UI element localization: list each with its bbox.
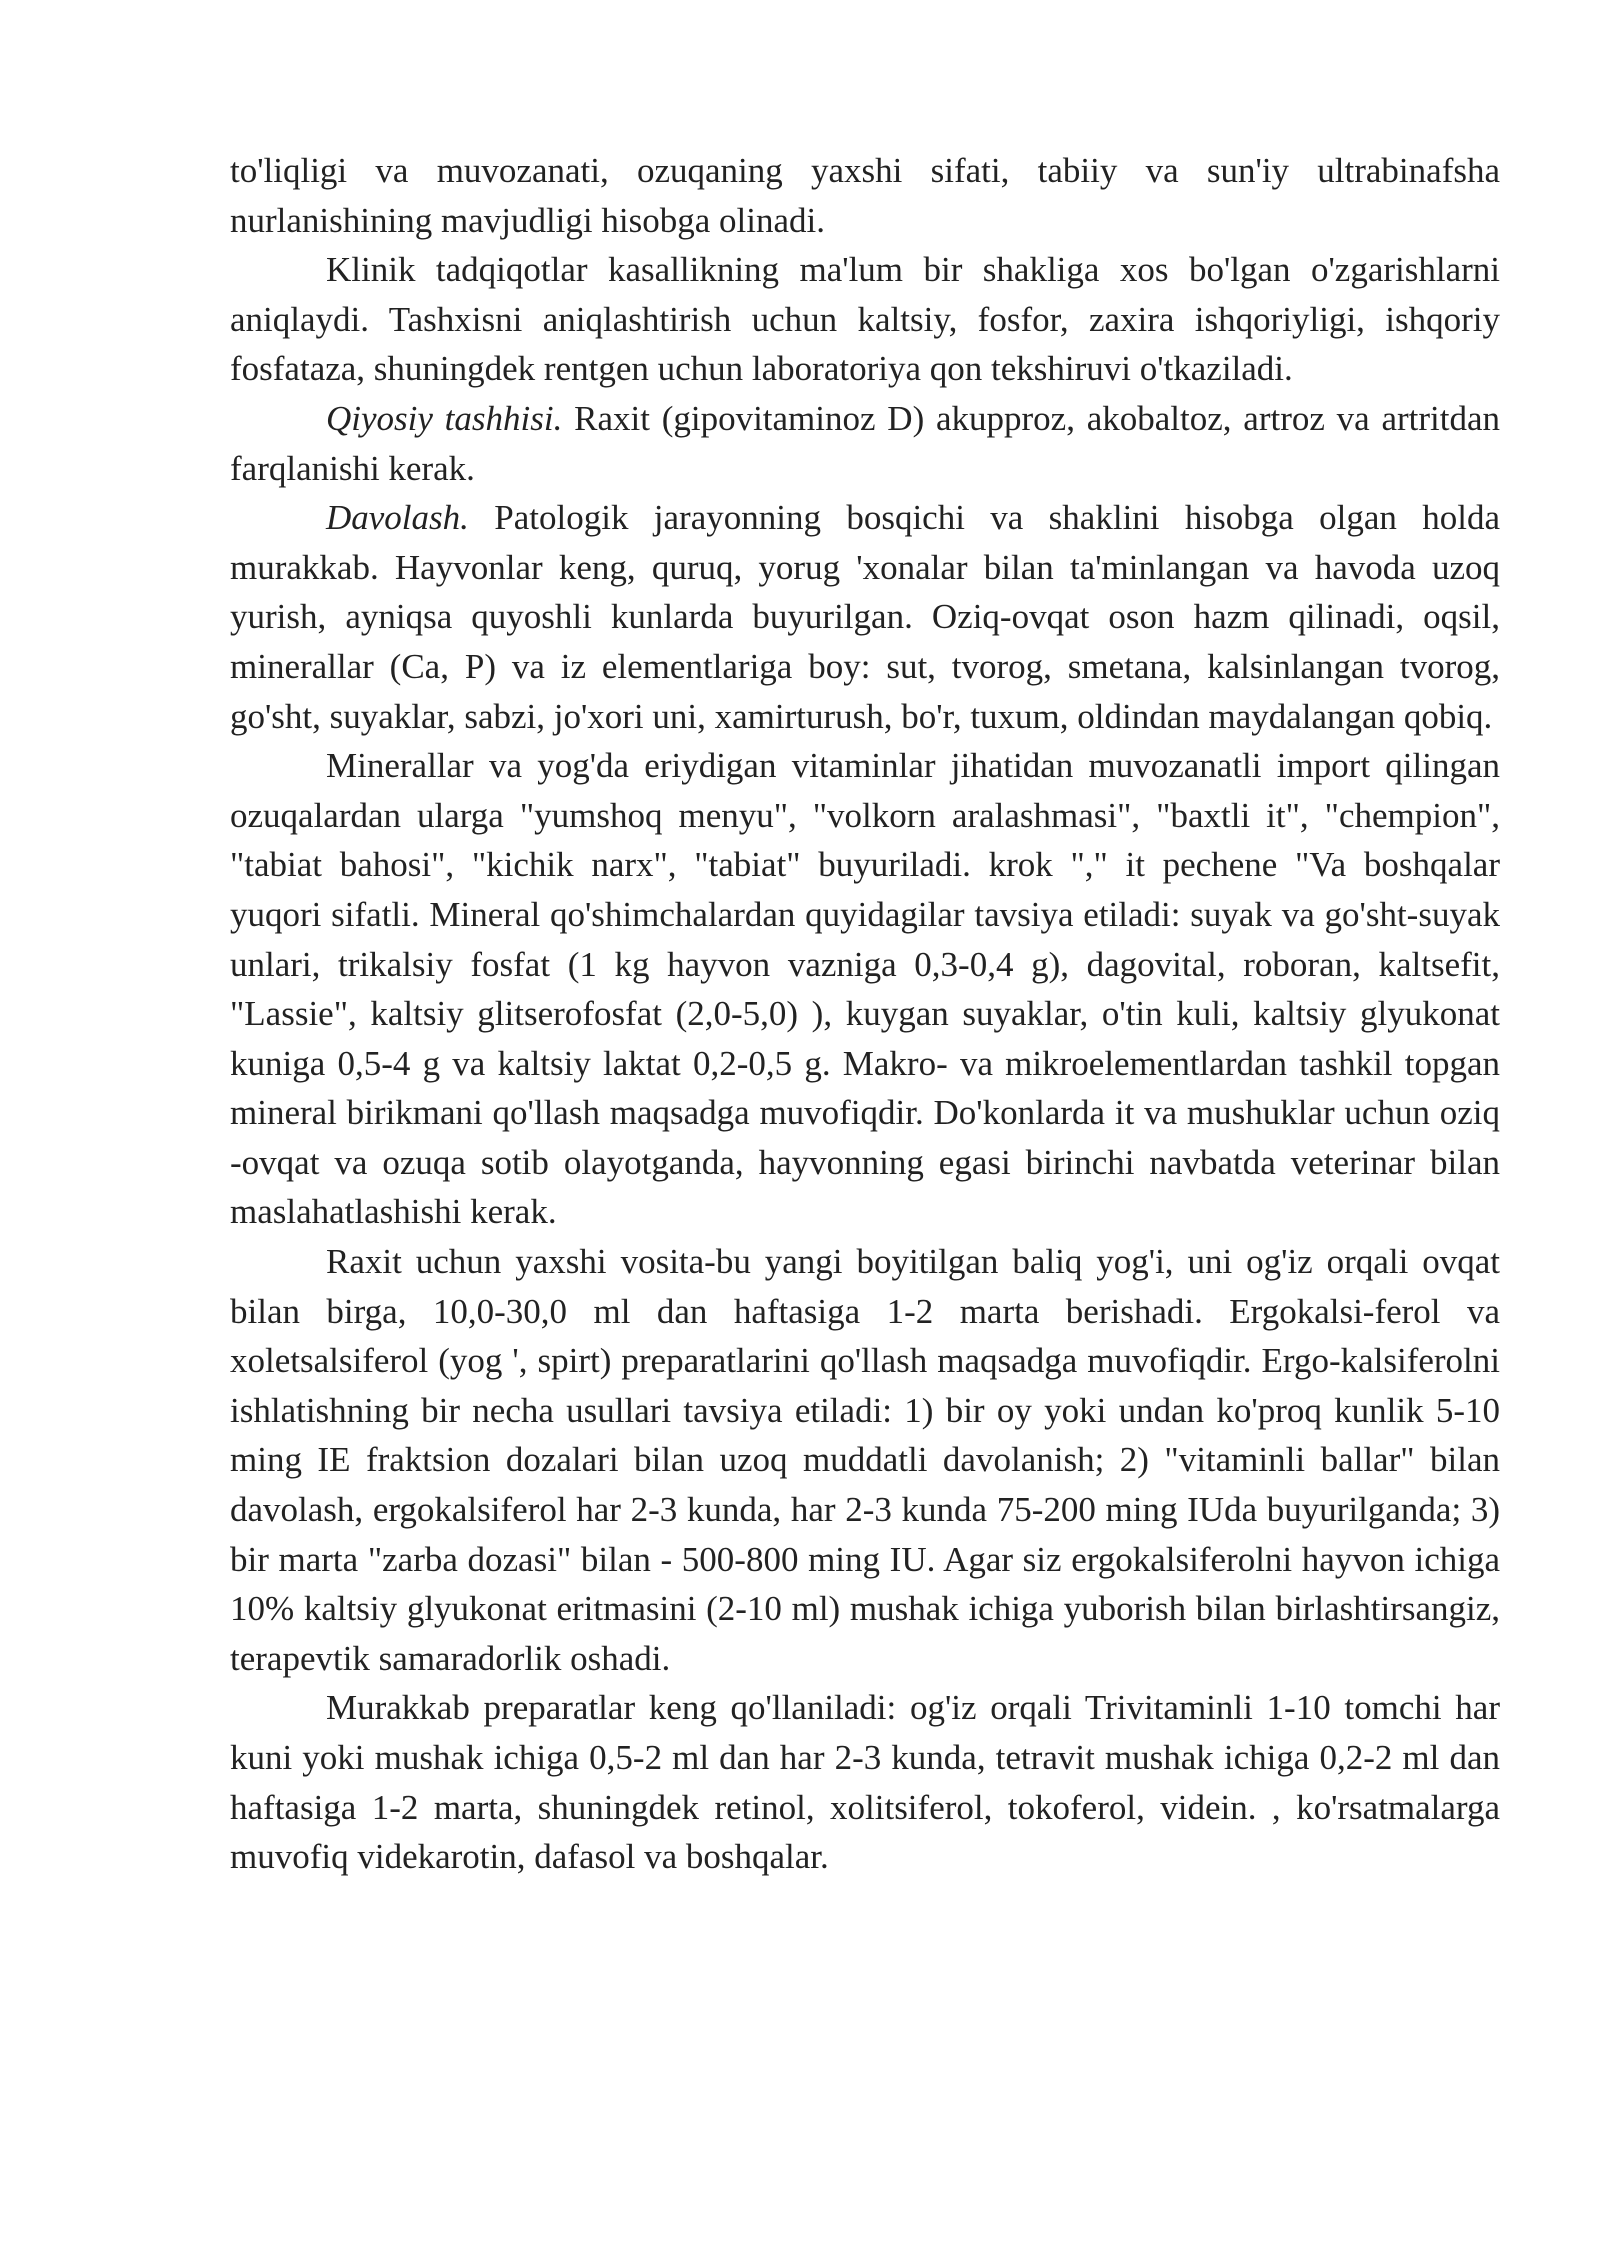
paragraph-1-text: to'liqligi va muvozanati, ozuqaning yaxshi sifati, tabiiy va sun'iy ultrabinafsha nurlanishining mavjudligi hisobga olinadi.: [230, 151, 1500, 240]
paragraph-6: [230, 1237, 1500, 1683]
paragraph-1: [230, 146, 1500, 245]
paragraph-3-text: Raxit (gipovitaminoz D) akupproz, akobaltoz, artroz va artritdan farqlanishi kerak.: [230, 398, 1500, 488]
paragraph-5: [230, 741, 1500, 1237]
paragraph-2-text: Klinik tadqiqotlar kasallikning ma'lum bir shakliga xos bo'lgan o'zgarishlarni aniqlaydi. Tashxisni aniqlashtirish uchun kaltsiy, fosfor, zaxira ishqoriyligi, ishqoriy fosfataza, shuningdek rentgen uchun laboratoriya qon tekshiruvi o'tkaziladi.: [230, 250, 1500, 389]
paragraph-6-text: Raxit uchun yaxshi vosita-bu yangi boyitilgan baliq yog'i, uni og'iz orqali ovqat bilan birga, 10,0-30,0 ml dan haftasiga 1-2 marta berishadi. Ergokalsi-ferol va xoletsalsiferol (yog ', spirt) preparatlarini qo'llash maqsadga muvofiqdir. Ergo-kalsiferolni ishlatishning bir necha usullari tavsiya etiladi: 1) bir oy yoki undan ko'proq kunlik 5-10 ming IE fraktsion dozalari bilan uzoq muddatli davolanish; 2) "vitaminli ballar" bilan davolash, ergokalsiferol har 2-3 kunda, har 2-3 kunda 75-200 ming IUda buyurilganda; 3) bir marta "zarba dozasi" bilan - 500-800 ming IU. Agar siz ergokalsiferolni hayvon ichiga 10% kaltsiy glyukonat eritmasini (2-10 ml) mushak ichiga yuborish bilan birlashtirsangiz, terapevtik samaradorlik oshadi.: [230, 1242, 1500, 1678]
paragraph-7-text: Murakkab preparatlar keng qo'llaniladi: og'iz orqali Trivitaminli 1-10 tomchi har kuni yoki mushak ichiga 0,5-2 ml dan har 2-3 kunda, tetravit mushak ichiga 0,2-2 ml dan haftasiga 1-2 marta, shuningdek retinol, xolitsiferol, tokoferol, videin. , ko'rsatmalarga muvofiq videkarotin, dafasol va boshqalar.: [230, 1688, 1500, 1877]
paragraph-treatment: [230, 493, 1500, 741]
paragraph-2: [230, 245, 1500, 394]
document-page: [230, 146, 1500, 1882]
paragraph-5-text: Minerallar va yog'da eriydigan vitaminlar jihatidan muvozanatli import qilingan ozuqalardan ularga "yumshoq menyu", "volkorn aralashmasi", "baxtli it", "chempion", "tabiat bahosi", "kichik narx", "tabiat" buyuriladi. krok "," it pechene "Va boshqalar yuqori sifatli. Mineral qo'shimchalardan quyidagilar tavsiya etiladi: suyak va go'sht-suyak unlari, trikalsiy fosfat (1 kg hayvon vazniga 0,3-0,4 g), dagovital, roboran, kaltsefit, "Lassie", kaltsiy glitserofosfat (2,0-5,0) ), kuygan suyaklar, o'tin kuli, kaltsiy glyukonat kuniga 0,5-4 g va kaltsiy laktat 0,2-0,5 g. Makro- va mikroelementlardan tashkil topgan mineral birikmani qo'llash maqsadga muvofiqdir. Do'konlarda it va mushuklar uchun oziq -ovqat va ozuqa sotib olayotganda, hayvonning egasi birinchi navbatda veterinar bilan maslahatlashishi kerak.: [230, 746, 1500, 1232]
treatment-heading: Davolash.: [326, 498, 469, 538]
paragraph-4-text: Patologik jarayonning bosqichi va shaklini hisobga olgan holda murakkab. Hayvonlar keng, quruq, yorug 'xonalar bilan ta'minlangan va havoda uzoq yurish, ayniqsa quyoshli kunlarda buyurilgan. Oziq-ovqat oson hazm qilinadi, oqsil, minerallar (Ca, P) va iz elementlariga boy: sut, tvorog, smetana, kalsinlangan tvorog, go'sht, suyaklar, sabzi, jo'xori uni, xamirturush, bo'r, tuxum, oldindan maydalangan qobiq.: [230, 498, 1500, 736]
paragraph-7: [230, 1683, 1500, 1881]
differential-diagnosis-heading: Qiyosiy tashhisi.: [326, 398, 563, 438]
paragraph-differential-diagnosis: [230, 394, 1500, 493]
